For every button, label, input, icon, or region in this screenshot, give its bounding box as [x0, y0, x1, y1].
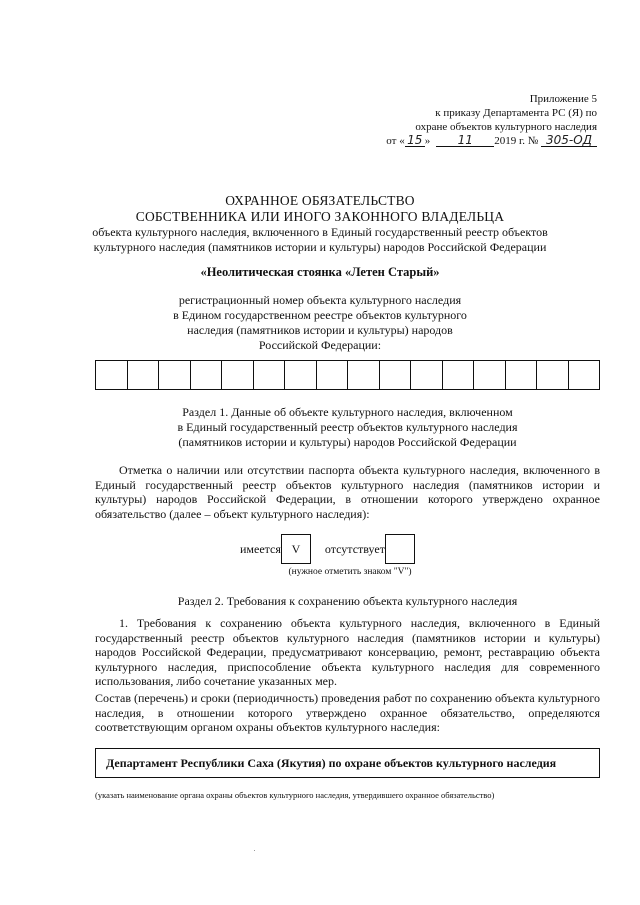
reg-cell[interactable]: [254, 361, 286, 389]
present-label: имеется: [240, 541, 281, 556]
appendix-line-1: Приложение 5: [529, 93, 597, 105]
reg-cell[interactable]: [348, 361, 380, 389]
composition-paragraph: Состав (перечень) и сроки (периодичность) проведения работ по сохранению объекта культурного наследия, в отношении которого утверждено охранное обязательство, определяются соответствующим органом охраны объектов культурного наследия:: [95, 691, 601, 734]
section-1-heading: [95, 405, 600, 450]
scan-speck: [254, 850, 255, 851]
section-1-line-1: Раздел 1. Данные об объекте культурного наследия, включенном: [182, 405, 513, 419]
reg-cell[interactable]: [569, 361, 600, 389]
reg-cell[interactable]: [128, 361, 160, 389]
department-hint: (указать наименование органа охраны объектов культурного наследия, утвердившего охранное обязательство): [95, 790, 495, 800]
checkbox-hint: (нужное отметить знаком "V"): [288, 567, 412, 577]
passport-note: Отметка о наличии или отсутствии паспорта объекта культурного наследия, включенного в Единый государственный реестр объектов культурного наследия (памятников истории и культуры) народов Российской Федерации, в отношении которого утверждено охранное обязательство (далее – объект культурного наследия):: [95, 463, 600, 521]
registration-line-1: регистрационный номер объекта культурного наследия: [178, 293, 462, 307]
title-line-3: объекта культурного наследия, включенного в Единый государственный реестр объектов: [92, 225, 548, 239]
appendix-header: [337, 92, 597, 148]
title-line-1: ОХРАННОЕ ОБЯЗАТЕЛЬСТВО: [225, 193, 415, 208]
date-mid: »: [424, 135, 431, 147]
registration-line-4: Российской Федерации:: [258, 338, 382, 352]
present-checkbox[interactable]: V: [281, 534, 311, 564]
reg-cell[interactable]: [96, 361, 128, 389]
date-year: 2019 г. №: [494, 135, 539, 147]
date-prefix: от «: [386, 135, 405, 147]
appendix-line-3: охране объектов культурного наследия: [415, 121, 597, 133]
department-field[interactable]: Департамент Республики Саха (Якутия) по охране объектов культурного наследия: [95, 748, 600, 778]
section-2-heading: Раздел 2. Требования к сохранению объекта культурного наследия: [177, 594, 518, 608]
appendix-line-2: к приказу Департамента РС (Я) по: [435, 107, 597, 119]
reg-cell[interactable]: [474, 361, 506, 389]
registration-line-3: наследия (памятников истории и культуры) народов: [187, 323, 453, 337]
reg-cell[interactable]: [222, 361, 254, 389]
absent-label: отсутствует: [324, 541, 385, 556]
reg-cell[interactable]: [285, 361, 317, 389]
order-number: 305-ОД: [541, 134, 597, 147]
passport-checkbox-row: [240, 534, 415, 564]
registration-caption: [120, 293, 520, 353]
title-line-2: СОБСТВЕННИКА ИЛИ ИНОГО ЗАКОННОГО ВЛАДЕЛЬЦА: [135, 209, 505, 224]
reg-cell[interactable]: [159, 361, 191, 389]
reg-cell[interactable]: [411, 361, 443, 389]
reg-cell[interactable]: [191, 361, 223, 389]
date-day: 15: [405, 134, 425, 147]
registration-number-grid[interactable]: [95, 360, 600, 390]
title-line-4: культурного наследия (памятников истории и культуры) народов Российской Федерации: [93, 240, 547, 254]
section-1-line-2: в Единый государственный реестр объектов культурного наследия: [177, 420, 518, 434]
document-title: [70, 193, 570, 255]
object-name: «Неолитическая стоянка «Летен Старый»: [200, 265, 440, 279]
reg-cell[interactable]: [443, 361, 475, 389]
section-1-line-3: (памятников истории и культуры) народов Российской Федерации: [178, 435, 517, 449]
reg-cell[interactable]: [506, 361, 538, 389]
absent-checkbox[interactable]: [385, 534, 415, 564]
reg-cell[interactable]: [317, 361, 349, 389]
reg-cell[interactable]: [537, 361, 569, 389]
reg-cell[interactable]: [380, 361, 412, 389]
registration-line-2: в Едином государственном реестре объектов культурного: [173, 308, 467, 322]
appendix-date-line: [337, 134, 597, 148]
requirements-paragraph: 1. Требования к сохранению объекта культурного наследия, включенного в Единый государственный реестр объектов культурного наследия (памятников истории и культуры) народов Российской Федерации, предусматривают консервацию, ремонт, реставрацию объекта культурного наследия, приспособление объекта культурного наследия для современного использования, либо сочетание указанных мер.: [95, 616, 600, 688]
date-month: 11: [436, 134, 494, 147]
